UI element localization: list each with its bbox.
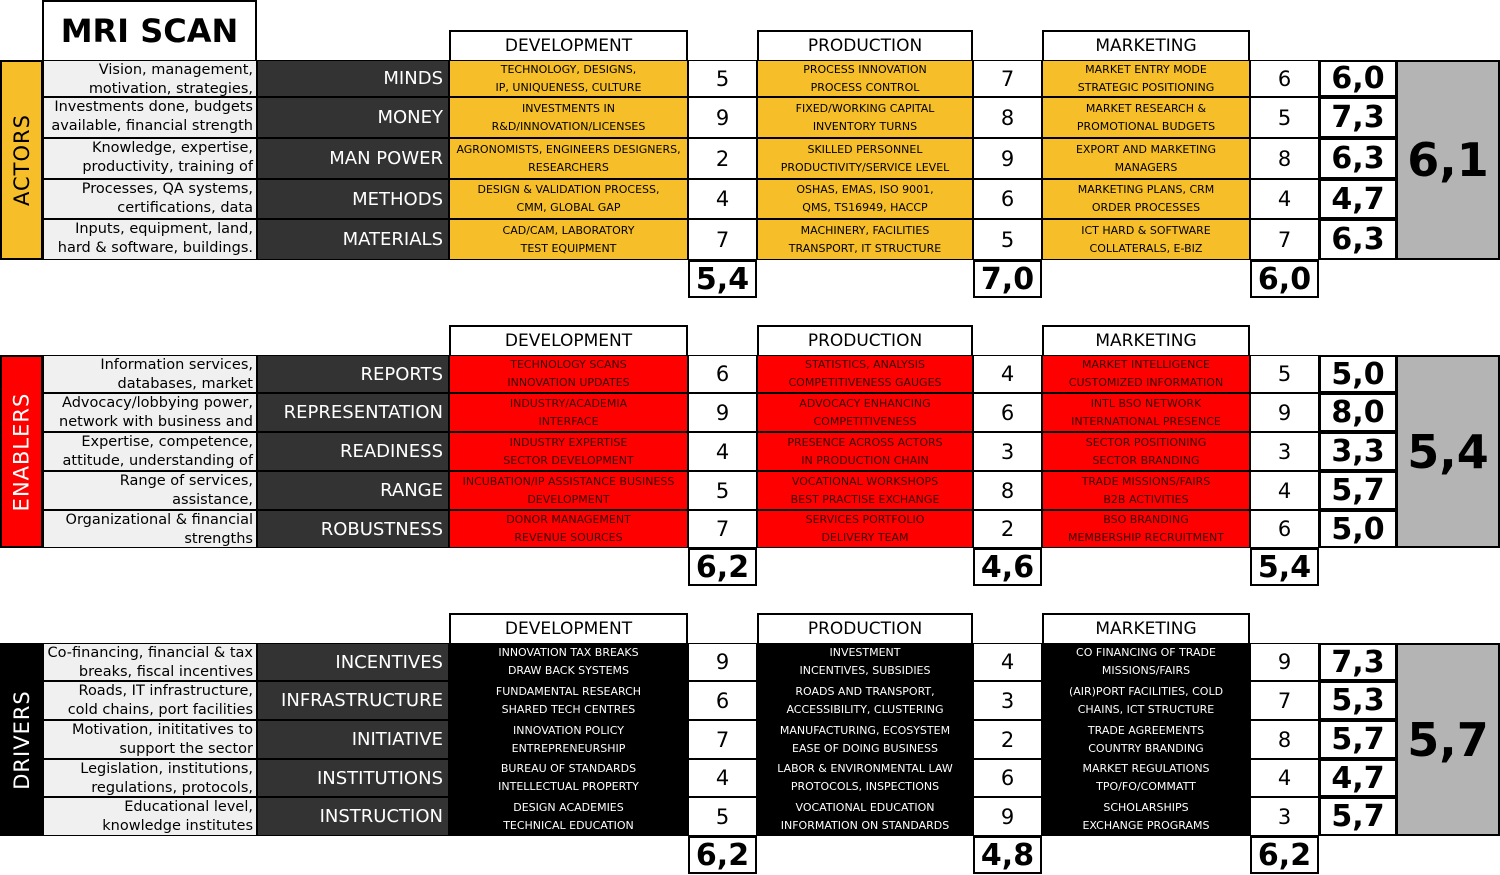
- factor-cell-mkt: MARKET ENTRY MODE STRATEGIC POSITIONING: [1042, 60, 1250, 97]
- column-average-dev: 5,4: [688, 260, 757, 298]
- factor-cell-dev: INNOVATION POLICY ENTREPRENEURSHIP: [449, 720, 688, 759]
- row-average: 7,3: [1319, 97, 1397, 138]
- score-cell-mkt: 8: [1250, 720, 1319, 759]
- row-label: READINESS: [257, 432, 449, 471]
- row-label: INITIATIVE: [257, 720, 449, 759]
- factor-cell-mkt: MARKET INTELLIGENCE CUSTOMIZED INFORMATION: [1042, 355, 1250, 393]
- factor-cell-dev: INCUBATION/IP ASSISTANCE BUSINESS DEVELOPMENT: [449, 471, 688, 510]
- row-description: Co-financing, financial & tax breaks, fiscal incentives: [43, 643, 257, 681]
- factor-cell-prod: LABOR & ENVIRONMENTAL LAW PROTOCOLS, INSPECTIONS: [757, 759, 973, 797]
- score-cell-mkt: 5: [1250, 355, 1319, 393]
- factor-cell-dev: AGRONOMISTS, ENGINEERS DESIGNERS, RESEARCHERS: [449, 138, 688, 179]
- row-label: RANGE: [257, 471, 449, 510]
- factor-cell-prod: MACHINERY, FACILITIES TRANSPORT, IT STRUCTURE: [757, 219, 973, 260]
- score-cell-dev: 6: [688, 681, 757, 720]
- row-average: 6,0: [1319, 60, 1397, 97]
- factor-cell-prod: ROADS AND TRANSPORT, ACCESSIBILITY, CLUSTERING: [757, 681, 973, 720]
- row-average: 5,0: [1319, 355, 1397, 393]
- row-label: ROBUSTNESS: [257, 510, 449, 548]
- row-description: Inputs, equipment, land, hard & software, buildings.: [43, 219, 257, 260]
- score-cell-prod: 6: [973, 393, 1042, 432]
- column-header-prod: PRODUCTION: [757, 613, 973, 643]
- score-cell-prod: 6: [973, 759, 1042, 797]
- factor-cell-mkt: MARKETING PLANS, CRM ORDER PROCESSES: [1042, 179, 1250, 219]
- factor-cell-prod: VOCATIONAL WORKSHOPS BEST PRACTISE EXCHANGE: [757, 471, 973, 510]
- column-header-mkt: MARKETING: [1042, 325, 1250, 355]
- row-description: Information services, databases, market: [43, 355, 257, 393]
- factor-cell-dev: INNOVATION TAX BREAKS DRAW BACK SYSTEMS: [449, 643, 688, 681]
- column-header-dev: DEVELOPMENT: [449, 325, 688, 355]
- score-cell-prod: 7: [973, 60, 1042, 97]
- factor-cell-prod: SERVICES PORTFOLIO DELIVERY TEAM: [757, 510, 973, 548]
- row-description: Range of services, assistance,: [43, 471, 257, 510]
- factor-cell-mkt: CO FINANCING OF TRADE MISSIONS/FAIRS: [1042, 643, 1250, 681]
- factor-cell-mkt: (AIR)PORT FACILITIES, COLD CHAINS, ICT STRUCTURE: [1042, 681, 1250, 720]
- score-cell-mkt: 6: [1250, 510, 1319, 548]
- score-cell-dev: 7: [688, 219, 757, 260]
- row-description: Educational level, knowledge institutes: [43, 797, 257, 836]
- score-cell-prod: 2: [973, 510, 1042, 548]
- score-cell-mkt: 9: [1250, 643, 1319, 681]
- score-cell-dev: 5: [688, 797, 757, 836]
- section-name: ACTORS: [9, 114, 34, 206]
- score-cell-dev: 4: [688, 179, 757, 219]
- column-average-dev: 6,2: [688, 548, 757, 586]
- score-cell-mkt: 4: [1250, 471, 1319, 510]
- factor-cell-prod: SKILLED PERSONNEL PRODUCTIVITY/SERVICE LEVEL: [757, 138, 973, 179]
- score-cell-mkt: 8: [1250, 138, 1319, 179]
- drivers-side-label: [0, 643, 43, 836]
- column-average-mkt: 6,0: [1250, 260, 1319, 298]
- score-cell-dev: 2: [688, 138, 757, 179]
- score-cell-dev: 9: [688, 393, 757, 432]
- score-cell-dev: 4: [688, 432, 757, 471]
- score-cell-dev: 9: [688, 643, 757, 681]
- factor-cell-mkt: MARKET REGULATIONS TPO/FO/COMMATT: [1042, 759, 1250, 797]
- score-cell-dev: 6: [688, 355, 757, 393]
- score-cell-prod: 9: [973, 138, 1042, 179]
- row-average: 5,7: [1319, 471, 1397, 510]
- row-description: Investments done, budgets available, financial strength: [43, 97, 257, 138]
- score-cell-mkt: 3: [1250, 432, 1319, 471]
- score-cell-mkt: 4: [1250, 759, 1319, 797]
- score-cell-prod: 8: [973, 471, 1042, 510]
- row-average: 6,3: [1319, 219, 1397, 260]
- score-cell-prod: 6: [973, 179, 1042, 219]
- score-cell-mkt: 5: [1250, 97, 1319, 138]
- factor-cell-mkt: SECTOR POSITIONING SECTOR BRANDING: [1042, 432, 1250, 471]
- row-description: Organizational & financial strengths: [43, 510, 257, 548]
- row-average: 8,0: [1319, 393, 1397, 432]
- row-label: INSTITUTIONS: [257, 759, 449, 797]
- row-description: Motivation, inititatives to support the sector: [43, 720, 257, 759]
- factor-cell-mkt: MARKET RESEARCH & PROMOTIONAL BUDGETS: [1042, 97, 1250, 138]
- factor-cell-mkt: ICT HARD & SOFTWARE COLLATERALS, E-BIZ: [1042, 219, 1250, 260]
- row-average: 5,7: [1319, 797, 1397, 836]
- score-cell-mkt: 4: [1250, 179, 1319, 219]
- score-cell-prod: 3: [973, 432, 1042, 471]
- score-cell-dev: 5: [688, 471, 757, 510]
- section-overall-score: 6,1: [1396, 60, 1500, 260]
- factor-cell-mkt: TRADE AGREEMENTS COUNTRY BRANDING: [1042, 720, 1250, 759]
- factor-cell-dev: DESIGN & VALIDATION PROCESS, CMM, GLOBAL GAP: [449, 179, 688, 219]
- row-average: 5,0: [1319, 510, 1397, 548]
- factor-cell-dev: INDUSTRY/ACADEMIA INTERFACE: [449, 393, 688, 432]
- column-header-prod: PRODUCTION: [757, 325, 973, 355]
- section-overall-score: 5,7: [1396, 643, 1500, 836]
- score-cell-prod: 3: [973, 681, 1042, 720]
- score-cell-dev: 5: [688, 60, 757, 97]
- score-cell-prod: 2: [973, 720, 1042, 759]
- row-average: 4,7: [1319, 759, 1397, 797]
- factor-cell-dev: DONOR MANAGEMENT REVENUE SOURCES: [449, 510, 688, 548]
- factor-cell-dev: BUREAU OF STANDARDS INTELLECTUAL PROPERTY: [449, 759, 688, 797]
- score-cell-mkt: 3: [1250, 797, 1319, 836]
- column-average-prod: 4,8: [973, 836, 1042, 874]
- row-description: Processes, QA systems, certifications, data: [43, 179, 257, 219]
- score-cell-prod: 4: [973, 355, 1042, 393]
- factor-cell-prod: PRESENCE ACROSS ACTORS IN PRODUCTION CHAIN: [757, 432, 973, 471]
- factor-cell-prod: FIXED/WORKING CAPITAL INVENTORY TURNS: [757, 97, 973, 138]
- factor-cell-mkt: SCHOLARSHIPS EXCHANGE PROGRAMS: [1042, 797, 1250, 836]
- factor-cell-prod: ADVOCACY ENHANCING COMPETITIVENESS: [757, 393, 973, 432]
- score-cell-dev: 4: [688, 759, 757, 797]
- factor-cell-mkt: BSO BRANDING MEMBERSHIP RECRUITMENT: [1042, 510, 1250, 548]
- column-average-prod: 7,0: [973, 260, 1042, 298]
- factor-cell-prod: OSHAS, EMAS, ISO 9001, QMS, TS16949, HACCP: [757, 179, 973, 219]
- factor-cell-dev: TECHNOLOGY SCANS INNOVATION UPDATES: [449, 355, 688, 393]
- score-cell-prod: 9: [973, 797, 1042, 836]
- factor-cell-prod: VOCATIONAL EDUCATION INFORMATION ON STANDARDS: [757, 797, 973, 836]
- factor-cell-prod: STATISTICS, ANALYSIS COMPETITIVENESS GAUGES: [757, 355, 973, 393]
- factor-cell-mkt: INTL BSO NETWORK INTERNATIONAL PRESENCE: [1042, 393, 1250, 432]
- score-cell-mkt: 9: [1250, 393, 1319, 432]
- row-label: REPORTS: [257, 355, 449, 393]
- column-header-mkt: MARKETING: [1042, 613, 1250, 643]
- row-average: 3,3: [1319, 432, 1397, 471]
- row-label: MAN POWER: [257, 138, 449, 179]
- row-description: Advocacy/lobbying power, network with business and: [43, 393, 257, 432]
- row-label: INFRASTRUCTURE: [257, 681, 449, 720]
- row-description: Knowledge, expertise, productivity, training of: [43, 138, 257, 179]
- row-label: MINDS: [257, 60, 449, 97]
- column-average-mkt: 6,2: [1250, 836, 1319, 874]
- section-overall-score: 5,4: [1396, 355, 1500, 548]
- factor-cell-dev: CAD/CAM, LABORATORY TEST EQUIPMENT: [449, 219, 688, 260]
- row-label: MONEY: [257, 97, 449, 138]
- enablers-side-label: [0, 355, 43, 548]
- factor-cell-prod: MANUFACTURING, ECOSYSTEM EASE OF DOING BUSINESS: [757, 720, 973, 759]
- row-description: Expertise, competence, attitude, understanding of: [43, 432, 257, 471]
- factor-cell-mkt: EXPORT AND MARKETING MANAGERS: [1042, 138, 1250, 179]
- score-cell-prod: 5: [973, 219, 1042, 260]
- row-label: INSTRUCTION: [257, 797, 449, 836]
- score-cell-mkt: 6: [1250, 60, 1319, 97]
- score-cell-prod: 4: [973, 643, 1042, 681]
- column-average-prod: 4,6: [973, 548, 1042, 586]
- section-name: ENABLERS: [9, 392, 34, 511]
- score-cell-mkt: 7: [1250, 681, 1319, 720]
- score-cell-dev: 7: [688, 510, 757, 548]
- row-description: Legislation, institutions, regulations, protocols,: [43, 759, 257, 797]
- row-description: Vision, management, motivation, strategies,: [43, 60, 257, 97]
- row-average: 6,3: [1319, 138, 1397, 179]
- factor-cell-mkt: TRADE MISSIONS/FAIRS B2B ACTIVITIES: [1042, 471, 1250, 510]
- row-average: 4,7: [1319, 179, 1397, 219]
- actors-side-label: [0, 60, 43, 260]
- row-average: 7,3: [1319, 643, 1397, 681]
- factor-cell-dev: DESIGN ACADEMIES TECHNICAL EDUCATION: [449, 797, 688, 836]
- factor-cell-prod: INVESTMENT INCENTIVES, SUBSIDIES: [757, 643, 973, 681]
- row-average: 5,3: [1319, 681, 1397, 720]
- column-header-dev: DEVELOPMENT: [449, 613, 688, 643]
- column-header-mkt: MARKETING: [1042, 30, 1250, 60]
- factor-cell-dev: INVESTMENTS IN R&D/INNOVATION/LICENSES: [449, 97, 688, 138]
- row-label: REPRESENTATION: [257, 393, 449, 432]
- factor-cell-dev: TECHNOLOGY, DESIGNS, IP, UNIQUENESS, CULTURE: [449, 60, 688, 97]
- row-average: 5,7: [1319, 720, 1397, 759]
- score-cell-prod: 8: [973, 97, 1042, 138]
- factor-cell-prod: PROCESS INNOVATION PROCESS CONTROL: [757, 60, 973, 97]
- row-description: Roads, IT infrastructure, cold chains, port facilities: [43, 681, 257, 720]
- column-header-dev: DEVELOPMENT: [449, 30, 688, 60]
- factor-cell-dev: INDUSTRY EXPERTISE SECTOR DEVELOPMENT: [449, 432, 688, 471]
- column-average-mkt: 5,4: [1250, 548, 1319, 586]
- factor-cell-dev: FUNDAMENTAL RESEARCH SHARED TECH CENTRES: [449, 681, 688, 720]
- score-cell-dev: 9: [688, 97, 757, 138]
- column-header-prod: PRODUCTION: [757, 30, 973, 60]
- score-cell-dev: 7: [688, 720, 757, 759]
- row-label: METHODS: [257, 179, 449, 219]
- score-cell-mkt: 7: [1250, 219, 1319, 260]
- section-name: DRIVERS: [9, 689, 34, 790]
- row-label: MATERIALS: [257, 219, 449, 260]
- row-label: INCENTIVES: [257, 643, 449, 681]
- page-title: MRI SCAN: [42, 0, 257, 60]
- column-average-dev: 6,2: [688, 836, 757, 874]
